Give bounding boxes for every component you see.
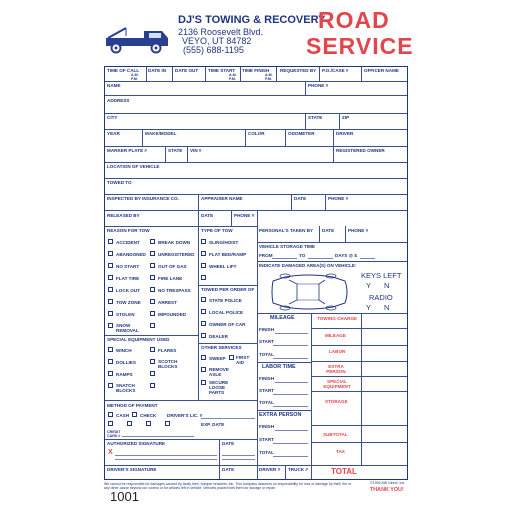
label-driver-number: DRIVER # [259,467,281,472]
checkbox-card-3[interactable] [146,421,151,426]
label-time-finish-am: A.M. [265,73,273,77]
checkbox-cash[interactable] [108,412,113,417]
label-remove-axle: REMOVE AXLE [209,367,229,377]
label-odometer: ODOMETER [288,131,315,136]
footer-disclaimer: We cannot be responsible for damages caused by faulty tires, bumper brackets, etc. This company assumes no responsibility for loss or damage by theft, fire or any other cause beyond our control or for articles left in vehicle. Vehicles placed with them for storage or repair. [104,482,352,491]
label-drivers-lic: DRIVER'S LIC. # [167,413,203,418]
other-services-title: OTHER SERVICES [201,345,242,350]
checkbox-stolen[interactable] [108,311,113,316]
label-flares: FLARES [158,348,177,353]
checkbox-first-aid[interactable] [229,355,234,360]
checkbox-type-blank[interactable] [201,275,206,280]
label-dollies: DOLLIES [116,360,136,365]
label-state-police: STATE POLICE [209,298,242,303]
charge-mileage: MILEAGE [325,333,346,338]
label-flat-tire: FLAT TIRE [116,276,140,281]
label-released-by: RELEASED BY [107,213,140,218]
label-year: YEAR [107,131,120,136]
label-snow-removal: SNOW REMOVAL [116,323,139,333]
checkbox-special-blank-2[interactable] [150,383,155,388]
label-time-of-call: TIME OF CALL [107,68,140,73]
checkbox-card-2[interactable] [127,421,132,426]
label-no-trespass: NO TRESPASS [158,288,191,293]
label-mileage-total: TOTAL [259,352,274,357]
label-pm: P.M. [131,77,138,81]
label-time-start-pm: P.M. [229,77,236,81]
checkbox-sweep[interactable] [201,355,206,360]
label-check: CHECK [140,413,157,418]
label-city: CITY [107,115,118,120]
checkbox-flares[interactable] [150,347,155,352]
label-time-start: TIME START [208,68,236,73]
label-extra-total: TOTAL [259,450,274,455]
checkbox-card-4[interactable] [165,421,170,426]
checkbox-tow-zone[interactable] [108,299,113,304]
reason-for-tow-title: REASON FOR TOW [107,228,150,233]
special-equipment-title: SPECIAL EQUIPMENT USED [107,337,170,342]
checkbox-wheel-lift[interactable] [201,263,206,268]
label-time-finish: TIME FINISH [242,68,270,73]
radio-y[interactable]: Y [366,303,372,312]
label-inspected-date: DATE [294,196,307,201]
label-released-phone: PHONE # [234,213,255,218]
company-city: VEYO, UT 84782 [182,36,252,46]
label-driver: DRIVER [336,131,354,136]
label-extra-start: START [259,437,274,442]
charge-storage: STORAGE [325,399,348,404]
checkbox-snow-removal[interactable] [108,323,113,328]
label-driver-signature: DRIVER'S SIGNATURE [107,467,157,472]
checkbox-flat-tire[interactable] [108,275,113,280]
label-mileage-start: START [259,339,274,344]
footer-copyright: ©1999 AW Direct, Inc. [370,481,406,485]
label-labor-total: TOTAL [259,400,274,405]
label-storage-days: DAYS @ $ [335,253,357,258]
label-keys-left: KEYS LEFT [361,271,402,280]
label-time-start-am: A.M. [229,73,237,77]
charge-special-equipment: SPECIAL EQUIPMENT [323,379,351,389]
label-snatch-blocks: SNATCH BLOCKS [116,383,136,393]
label-labor-start: START [259,388,274,393]
label-exp-date: EXP. DATE [201,422,225,427]
label-mileage-finish: FINISH [259,327,275,332]
checkbox-flat-bed-ramp[interactable] [201,251,206,256]
checkbox-accident[interactable] [108,239,113,244]
label-ramps: RAMPS [116,372,133,377]
checkbox-lock-out[interactable] [108,287,113,292]
label-registered-owner: REGISTERED OWNER [336,148,385,153]
checkbox-owner-of-car[interactable] [201,321,206,326]
company-address: 2136 Roosevelt Blvd. [178,27,264,37]
checkbox-break-down[interactable] [150,239,155,244]
charge-subtotal: SUBTOTAL [323,432,348,437]
label-color: COLOR [248,131,265,136]
signature-x-mark: X [108,449,113,456]
type-of-tow-title: TYPE OF TOW [201,228,233,233]
label-unregistered: UNREGISTERED [158,252,195,257]
checkbox-no-trespass[interactable] [150,287,155,292]
checkbox-impounded[interactable] [150,311,155,316]
label-arrest: ARREST [158,300,177,305]
checkbox-state-police[interactable] [201,297,206,302]
checkbox-no-start[interactable] [108,263,113,268]
label-radio: RADIO [369,293,393,302]
label-vin: VIN # [190,148,202,153]
label-break-down: BREAK DOWN [158,240,191,245]
label-address: ADDRESS [107,98,130,103]
label-time-finish-pm: P.M. [265,77,272,81]
label-cash: CASH [116,413,130,418]
title-road: ROAD [318,7,390,33]
label-owner-of-car: OWNER OF CAR [209,322,246,327]
label-released-date: DATE [201,213,214,218]
label-fire-lane: FIRE LANE [158,276,183,281]
checkbox-dealer[interactable] [201,333,206,338]
tow-truck-icon [104,26,172,54]
charge-labor: LABOR [329,349,346,354]
checkbox-sling-hoist[interactable] [201,239,206,244]
label-credit-card: CREDIT CARD # [107,430,121,438]
radio-n[interactable]: N [384,303,390,312]
company-phone: (555) 688-1195 [183,45,244,55]
label-authorized-signature: AUTHORIZED SIGNATURE [107,441,166,446]
label-impounded: IMPOUNDED [158,312,187,317]
car-diagram-icon [265,271,351,313]
mileage-title: MILEAGE [270,315,295,321]
charge-towing: TOWING CHARGE [317,316,357,321]
label-marker-plate: MARKER PLATE # [107,148,147,153]
label-flat-bed-ramp: FLAT BED/RAMP [209,252,247,257]
checkbox-check[interactable] [132,412,137,417]
label-first-aid: FIRST AID [236,355,250,365]
company-name: DJ'S TOWING & RECOVERY [178,14,326,26]
label-date-in: DATE IN [148,68,167,73]
label-scotch-blocks: SCOTCH BLOCKS [158,359,178,369]
label-accident: ACCIDENT [116,240,140,245]
checkbox-card-1[interactable] [108,421,113,426]
label-phone: PHONE # [308,83,329,88]
label-sling-hoist: SLING/HOIST [209,240,239,245]
checkbox-special-blank-1[interactable] [150,371,155,376]
label-winch: WINCH [116,348,132,353]
label-wheel-lift: WHEEL LIFT [209,264,237,269]
checkbox-ramps[interactable] [108,371,113,376]
label-date-out: DATE OUT [175,68,199,73]
label-zip: ZIP [342,115,350,120]
label-truck-number: TRUCK # [288,467,308,472]
road-service-form [104,66,408,480]
checkbox-unregistered[interactable] [150,251,155,256]
label-abandoned: ABANDONED [116,252,146,257]
label-requested-by: REQUESTED BY [280,68,317,73]
label-storage-from: FROM [259,253,273,258]
label-inspected-phone: PHONE # [328,196,349,201]
label-officer-name: OFFICER NAME [364,68,399,73]
label-po-case: P.O./CASE # [322,68,349,73]
checkbox-arrest[interactable] [150,299,155,304]
payment-title: METHOD OF PAYMENT [107,403,158,408]
charge-total: TOTAL [331,467,357,476]
checkbox-out-of-gas[interactable] [150,263,155,268]
ticket-number: 1001 [110,489,139,504]
labor-time-title: LABOR TIME [262,364,296,370]
label-tow-zone: TOW ZONE [116,300,141,305]
label-dealer: DEALER [209,334,228,339]
label-state-2: STATE [168,148,183,153]
label-out-of-gas: OUT OF GAS [158,264,187,269]
label-appraiser-name: APPRAISER NAME [201,196,243,201]
checkbox-abandoned[interactable] [108,251,113,256]
label-authorized-date: DATE [222,441,235,446]
checkbox-blank[interactable] [150,323,155,328]
checkbox-snatch-blocks[interactable] [108,383,113,388]
checkbox-secure-loose-parts[interactable] [201,380,206,385]
label-driver-signature-date: DATE [222,467,235,472]
label-storage-to: TO [299,253,306,258]
label-location-of-vehicle: LOCATION OF VEHICLE [107,164,160,169]
label-sweep: SWEEP [209,356,226,361]
charge-tax: TAX [336,449,345,454]
storage-title: VEHICLE STORAGE TIME [259,244,316,249]
keys-left-y[interactable]: Y [366,281,372,290]
footer-thank-you: THANK YOU! [370,487,404,493]
label-personals-date: DATE [322,228,335,233]
label-make-model: MAKE/MODEL [145,131,177,136]
checkbox-winch[interactable] [108,347,113,352]
checkbox-remove-axle[interactable] [201,367,206,372]
label-personals-phone: PHONE # [348,228,369,233]
extra-person-title: EXTRA PERSON [259,412,302,418]
checkbox-fire-lane[interactable] [150,275,155,280]
label-extra-finish: FINISH [259,424,275,429]
label-no-start: NO START [116,264,140,269]
checkbox-dollies[interactable] [108,359,113,364]
keys-left-n[interactable]: N [384,281,390,290]
label-stolen: STOLEN [116,312,135,317]
damage-title: INDICATE DAMAGED AREA(S) ON VEHICLE: [259,263,357,268]
title-service: SERVICE [306,33,414,59]
label-labor-finish: FINISH [259,376,275,381]
label-local-police: LOCAL POLICE [209,310,244,315]
towed-per-order-title: TOWED PER ORDER OF [201,287,255,292]
label-towed-to: TOWED TO [107,180,132,185]
checkbox-scotch-blocks[interactable] [150,359,155,364]
label-secure-loose-parts: SECURE LOOSE PARTS [209,380,229,395]
checkbox-local-police[interactable] [201,309,206,314]
charge-extra-person: EXTRA PERSON [326,364,346,374]
label-am: A.M. [131,73,139,77]
label-state: STATE [308,115,323,120]
label-name: NAME [107,83,121,88]
label-lock-out: LOCK OUT [116,288,140,293]
label-personals-taken-by: PERSONAL'S TAKEN BY [259,228,314,233]
label-inspected-by-insurance: INSPECTED BY INSURANCE CO. [107,196,179,201]
